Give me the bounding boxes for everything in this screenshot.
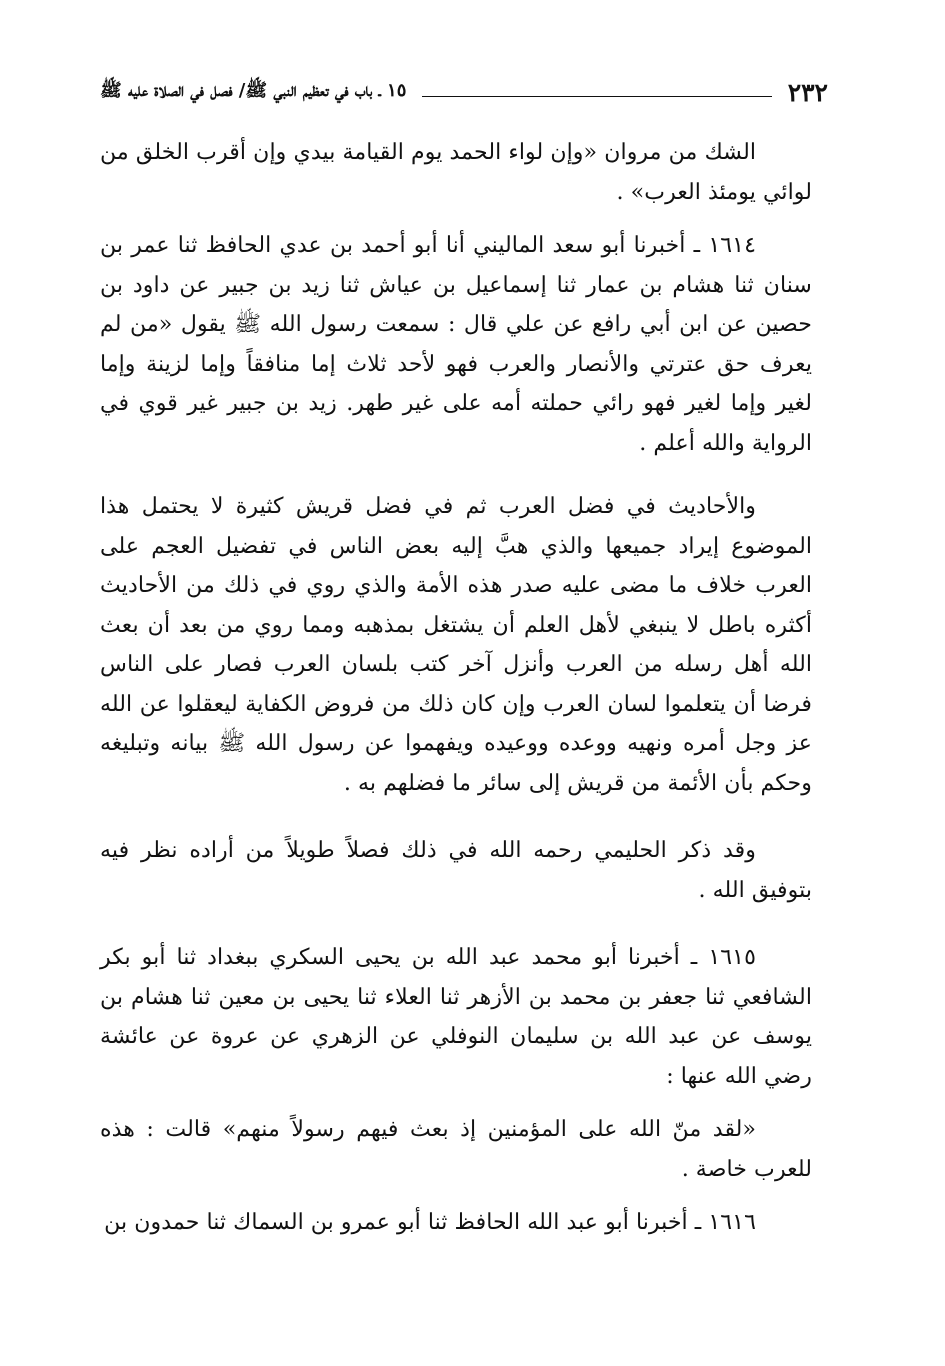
paragraph-hadith-1615: ١٦١٥ ـ أخبرنا أبو محمد عبد الله بن يحيى السكري ببغداد ثنا أبو بكر الشافعي ثنا جعفر بن محمد بن الأزهر ثنا العلاء ثنا يحيى بن معين ثنا هشام بن يوسف عن عبد الله بن سليمان النوفلي عن الزهري عن عروة عن عائشة رضي الله عنها :	[100, 944, 812, 1089]
paragraph-hadith-ending: الشك من مروان «وإن لواء الحمد يوم القيامة بيدي وإن أقرب الخلق من لوائي يومئذ العرب» .	[100, 139, 812, 205]
header-rule	[422, 96, 771, 97]
page-number: ٢٣٢	[787, 77, 828, 107]
paragraph-hadith-1614: ١٦١٤ ـ أخبرنا أبو سعد الماليني أنا أبو أحمد بن عدي الحافظ ثنا عمر بن سنان ثنا هشام بن عمار ثنا إسماعيل بن عياش ثنا زيد بن جبير عن داود بن حصين عن ابن أبي رافع عن علي قال : سمعت رسول الله ﷺ يقول «من لم يعرف حق عترتي والأنصار والعرب فهو لأحد ثلاث إما منافقاً وإما لزينة وإما لغير وإما لغير فهو رائي حملته أمه على غير طهر. زيد بن جبير غير قوي في الرواية والله أعلم .	[100, 232, 812, 456]
running-title: ١٥ ـ باب في تعظيم النبي ﷺ/ فصل في الصلاة عليه ﷺ	[100, 80, 407, 101]
paragraph-commentary: والأحاديث في فضل العرب ثم في فضل قريش كثيرة لا يحتمل هذا الموضوع إيراد جميعها والذي هبَّ إليه بعض الناس في تفضيل العجم على العرب خلاف ما مضى عليه صدر هذه الأمة والذي روي في ذلك من الأحاديث أكثره باطل لا ينبغي لأهل العلم أن يشتغل بمذهبه ومما روي من بعد أن بعث الله أهل رسله من العرب وأنزل آخر كتب بلسان العرب فصار على الناس فرضا أن يتعلموا لسان العرب وإن كان ذلك من فروض الكفاية ليعقلوا عن الله عز وجل أمره ونهيه ووعده ووعيده ويفهموا عن رسول الله ﷺ بيانه وتبليغه وحكم بأن الأئمة من قريش إلى سائر ما فضلهم به .	[100, 493, 812, 796]
paragraph-quran-quote: «لقد منّ الله على المؤمنين إذ بعث فيهم رسولاً منهم» قالت : هذه للعرب خاصة .	[100, 1116, 812, 1182]
page-body	[100, 133, 812, 1243]
paragraph-halimi-note: وقد ذكر الحليمي رحمه الله في ذلك فصلاً طويلاً من أراده نظر فيه بتوفيق الله .	[100, 837, 812, 903]
running-header	[100, 72, 828, 112]
paragraph-hadith-1616: ١٦١٦ ـ أخبرنا أبو عبد الله الحافظ ثنا أبو عمرو بن السماك ثنا حمدون بن	[104, 1209, 756, 1235]
